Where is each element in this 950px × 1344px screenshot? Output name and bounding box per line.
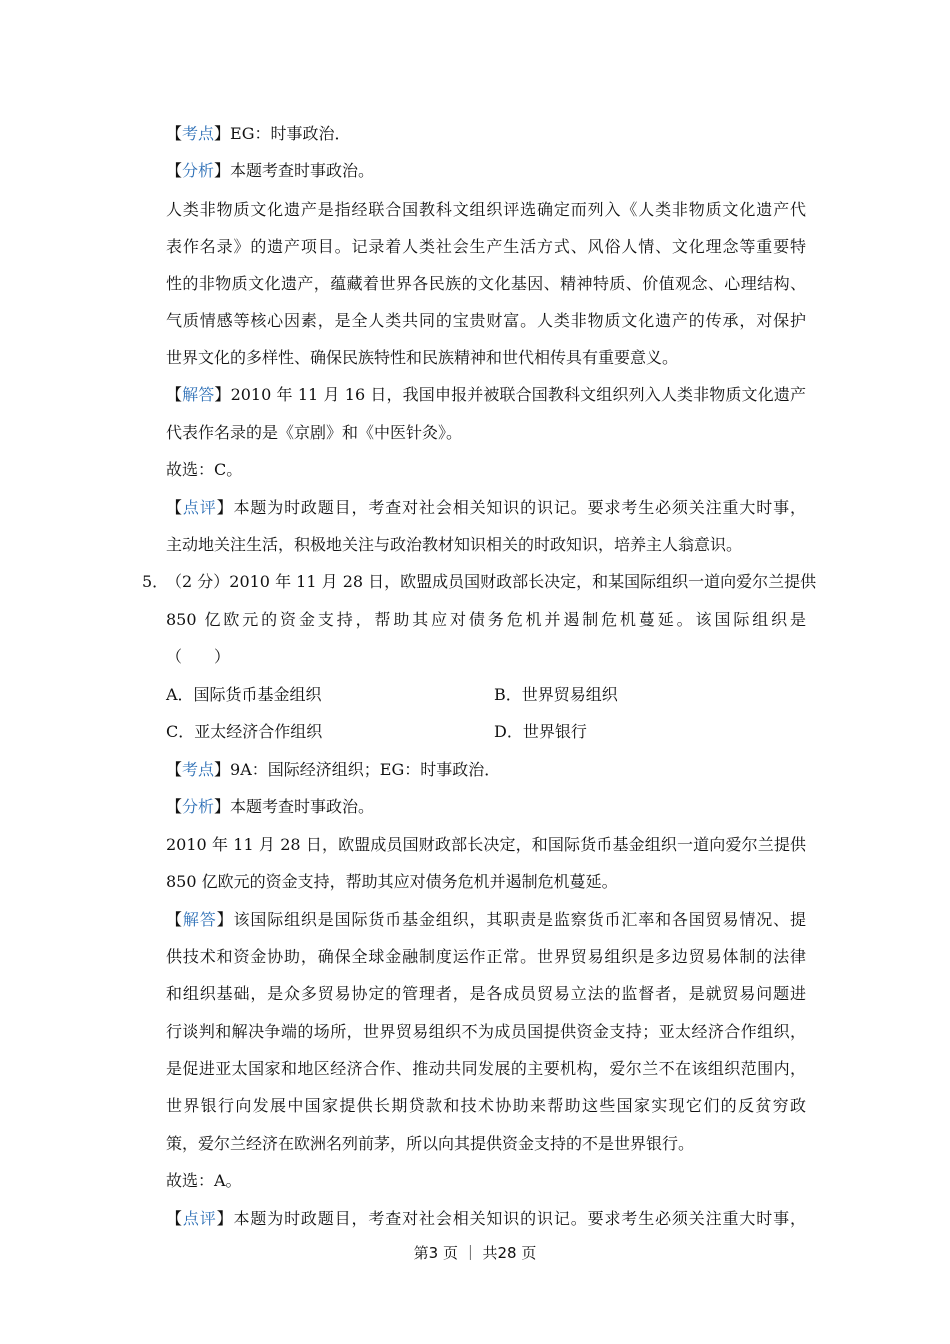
q4-analysis-line: 表作名录》的遗产项目。记录着人类社会生产生活方式、风俗人情、文化理念等重要特 <box>166 237 806 256</box>
q5-jieda-line: 策，爱尔兰经济在欧洲名列前茅，所以向其提供资金支持的不是世界银行。 <box>166 1134 695 1153</box>
q5-jieda-line: 世界银行向发展中国家提供长期贷款和技术协助来帮助这些国家实现它们的反贫穷政 <box>166 1096 806 1115</box>
q4-answer: 故选：C。 <box>166 460 243 479</box>
q5-analysis-line: 2010 年 11 月 28 日，欧盟成员国财政部长决定，和国际货币基金组织一道向爱尔兰提供 <box>166 835 806 854</box>
q5-dianping: 【点评】本题为时政题目，考查对社会相关知识的识记。要求考生必须关注重大时事， <box>166 1209 806 1228</box>
q4-dianping-line: 主动地关注生活，积极地关注与政治教材知识相关的时政知识，培养主人翁意识。 <box>166 535 743 554</box>
q4-jieda: 【解答】2010 年 11 月 16 日，我国申报并被联合国教科文组织列入人类非物质文化遗产 <box>166 385 806 404</box>
fenxi-tag: 分析 <box>182 161 215 180</box>
q5-stem-line: （2 分）2010 年 11 月 28 日，欧盟成员国财政部长决定，和某国际组织一道向爱尔兰提供 <box>166 572 817 591</box>
q5-answer: 故选：A。 <box>166 1171 242 1190</box>
q4-jieda-line: 代表作名录的是《京剧》和《中医针灸》。 <box>166 423 463 442</box>
q5-option-a: A．国际货币基金组织 <box>166 685 322 704</box>
q5-analysis-line: 850 亿欧元的资金支持，帮助其应对债务危机并遏制危机蔓延。 <box>166 872 618 891</box>
q4-kaodian: 【考点】EG：时事政治． <box>166 124 351 143</box>
fenxi-tag: 分析 <box>182 797 215 816</box>
q5-option-b: B．世界贸易组织 <box>494 685 618 704</box>
q5-jieda: 【解答】该国际组织是国际货币基金组织，其职责是监察货币汇率和各国贸易情况、提 <box>166 910 806 929</box>
q5-fenxi: 【分析】本题考查时事政治。 <box>166 797 375 816</box>
q4-dianping: 【点评】本题为时政题目，考查对社会相关知识的识记。要求考生必须关注重大时事， <box>166 498 806 517</box>
q5-number: 5． <box>142 572 169 591</box>
jieda-tag: 解答 <box>182 385 215 404</box>
q5-jieda-line: 行谈判和解决争端的场所，世界贸易组织不为成员国提供资金支持；亚太经济合作组织， <box>166 1022 806 1041</box>
q5-option-c: C．亚太经济合作组织 <box>166 722 323 741</box>
q5-option-d: D．世界银行 <box>494 722 587 741</box>
kaodian-tag: 考点 <box>182 760 215 779</box>
q4-analysis-line: 世界文化的多样性、确保民族特性和民族精神和世代相传具有重要意义。 <box>166 348 679 367</box>
q5-stem-line: 850 亿欧元的资金支持，帮助其应对债务危机并遏制危机蔓延。该国际组织是 <box>166 610 806 629</box>
q5-stem-line: （ ） <box>166 647 231 666</box>
page-footer: 第3 页 ｜ 共28 页 <box>413 1244 537 1262</box>
q4-analysis-line: 性的非物质文化遗产，蕴藏着世界各民族的文化基因、精神特质、价值观念、心理结构、 <box>166 274 806 293</box>
q5-jieda-line: 和组织基础，是众多贸易协定的管理者，是各成员贸易立法的监督者，是就贸易问题进 <box>166 984 806 1003</box>
dianping-tag: 点评 <box>182 1209 217 1228</box>
q5-jieda-line: 供技术和资金协助，确保全球金融制度运作正常。世界贸易组织是多边贸易体制的法律 <box>166 947 806 966</box>
jieda-tag: 解答 <box>182 910 217 929</box>
dianping-tag: 点评 <box>182 498 217 517</box>
q4-fenxi: 【分析】本题考查时事政治。 <box>166 161 375 180</box>
kaodian-tag: 考点 <box>182 124 215 143</box>
q4-analysis-line: 人类非物质文化遗产是指经联合国教科文组织评选确定而列入《人类非物质文化遗产代 <box>166 200 806 219</box>
q5-kaodian: 【考点】9A：国际经济组织；EG：时事政治． <box>166 760 501 779</box>
q5-jieda-line: 是促进亚太国家和地区经济合作、推动共同发展的主要机构，爱尔兰不在该组织范围内， <box>166 1059 806 1078</box>
q4-analysis-line: 气质情感等核心因素，是全人类共同的宝贵财富。人类非物质文化遗产的传承，对保护 <box>166 311 806 330</box>
